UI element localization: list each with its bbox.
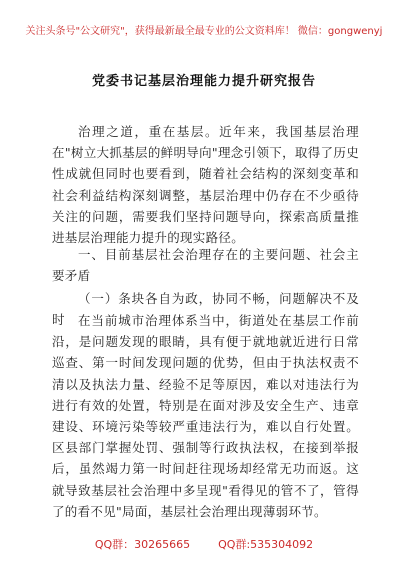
document-title: 党委书记基层治理能力提升研究报告 — [91, 74, 316, 89]
intro-paragraph: 治理之道，重在基层。近年来，我国基层治理在"树立大抓基层的鲜明导向"理念引领下，取得了历史性成就但同时也要看到，随着社会结构的深刻变革和社会利益结构深刻调整，基层治理中仍存在不少亟待关注的问题，需要我们坚持问题导向，探索高质量推进基层治理能力提升的现实路径。 — [52, 124, 359, 246]
body-paragraph: 在当前城市治理体系当中，街道处在基层工作前沿，是问题发现的眼睛，具有便于就地就近进行日常巡查、第一时间发现问题的优势，但由于执法权责不清以及执法力量、经验不足等原因，难以对违法行为进行有效的处置，特别是在面对涉及安全生产、违章建设、环境污染等较严重违法行为，难以自行处置。区县部门掌握处罚、强制等行政执法权，在接到举报后，虽然竭力第一时间赶往现场却经常无功而返。这就导致基层社会治理中多呈现"看得见的管不了，管得了的看不见"局面，基层社会治理出现薄弱环节。 — [52, 313, 359, 519]
qq-group-1: QQ群：30265665 — [94, 538, 191, 551]
section-heading: 一、目前基层社会治理存在的主要问题、社会主要矛盾 — [52, 247, 359, 284]
qq-group-2: QQ群:535304092 — [218, 538, 314, 551]
subsection-heading: （一）条块各自为政，协同不畅，问题解决不及时 — [52, 291, 359, 328]
promo-header: 关注头条号"公文研究"，获得最新最全最专业的公文资料库！ 微信：gongwenyj — [25, 26, 383, 37]
qq-footer — [0, 536, 408, 552]
